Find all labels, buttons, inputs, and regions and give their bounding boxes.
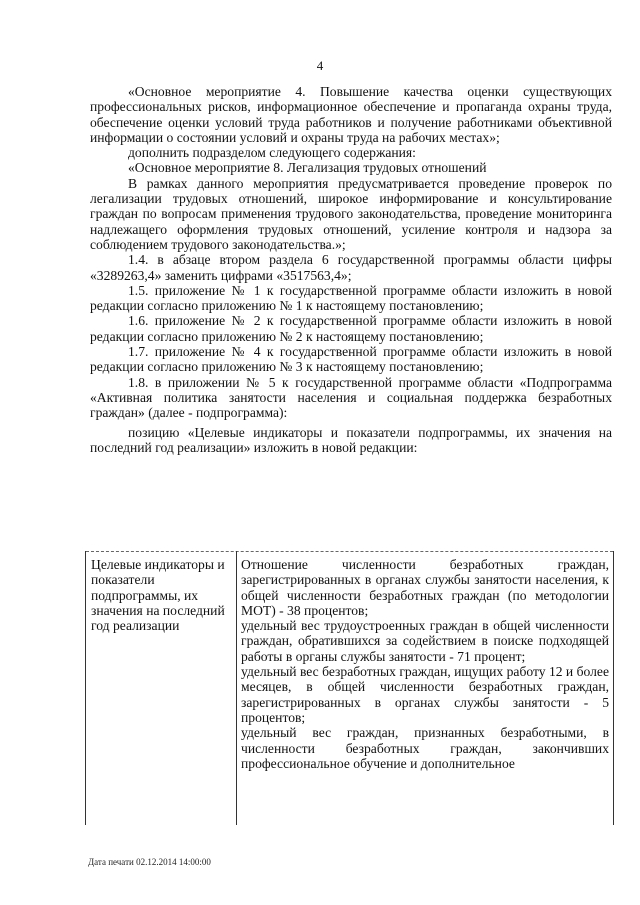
paragraph: 1.6. приложение № 2 к государственной программе области изложить в новой редакции согласно приложению № 2 к настоящему постановлению; — [90, 313, 612, 344]
table-label-cell — [91, 557, 231, 633]
indicators-table — [85, 551, 614, 825]
page-number: 4 — [316, 58, 324, 73]
table-value-item: удельный вес безработных граждан, ищущих работу 12 и более месяцев, в общей численности безработных граждан, зарегистрированных в органах службы занятости - 5 процентов; — [241, 664, 609, 725]
table-value-item: Отношение численности безработных граждан, зарегистрированных в органах службы занятости населения, к общей численности безработных граждан (по методологии МОТ) - 38 процентов; — [241, 557, 609, 618]
table-value-item: удельный вес трудоустроенных граждан в общей численности граждан, обратившихся за содействием в поиске подходящей работы в органы службы занятости - 71 процент; — [241, 618, 609, 664]
paragraph: «Основное мероприятие 4. Повышение качества оценки существующих профессиональных рисков, информационное обеспечение и пропаганда охраны труда, обеспечение оценки условий труда работников и получение работниками объективной информации о состоянии условий и охраны труда на рабочих местах»; — [90, 84, 612, 145]
table-top-border — [86, 551, 613, 552]
paragraph: 1.7. приложение № 4 к государственной программе области изложить в новой редакции согласно приложению № 3 к настоящему постановлению; — [90, 344, 612, 375]
paragraph: позицию «Целевые индикаторы и показатели подпрограммы, их значения на последний год реализации» изложить в новой редакции: — [90, 424, 612, 455]
table-value-item: удельный вес граждан, признанных безработными, в численности безработных граждан, закончивших профессиональное обучение и дополнительное — [241, 725, 609, 771]
paragraph: В рамках данного мероприятия предусматривается проведение проверок по легализации трудовых отношений, широкое информирование и консультирование граждан по вопросам применения трудового законодательства, проведение мониторинга надлежащего оформления трудовых отношений, усиление контроля и надзора за соблюдением трудового законодательства.»; — [90, 175, 612, 252]
paragraph: 1.4. в абзаце втором раздела 6 государственной программы области цифры «3289263,4» заменить цифрами «3517563,4»; — [90, 252, 612, 283]
table-value-cell — [241, 557, 609, 771]
document-body — [90, 84, 612, 455]
paragraph: дополнить подразделом следующего содержания: — [128, 145, 416, 161]
table-column-divider — [236, 551, 237, 825]
paragraph: 1.5. приложение № 1 к государственной программе области изложить в новой редакции согласно приложению № 1 к настоящему постановлению; — [90, 282, 612, 314]
paragraph: «Основное мероприятие 8. Легализация трудовых отношений — [128, 160, 487, 176]
paragraph: 1.8. в приложении № 5 к государственной программе области «Подпрограмма «Активная политика занятости населения и социальная поддержка безработных граждан» (далее - подпрограмма): — [90, 374, 612, 421]
print-date: Дата печати 02.12.2014 14:00:00 — [88, 857, 211, 867]
table-label: Целевые индикаторы и показатели подпрограммы, их значения на последний год реализации — [91, 557, 225, 634]
